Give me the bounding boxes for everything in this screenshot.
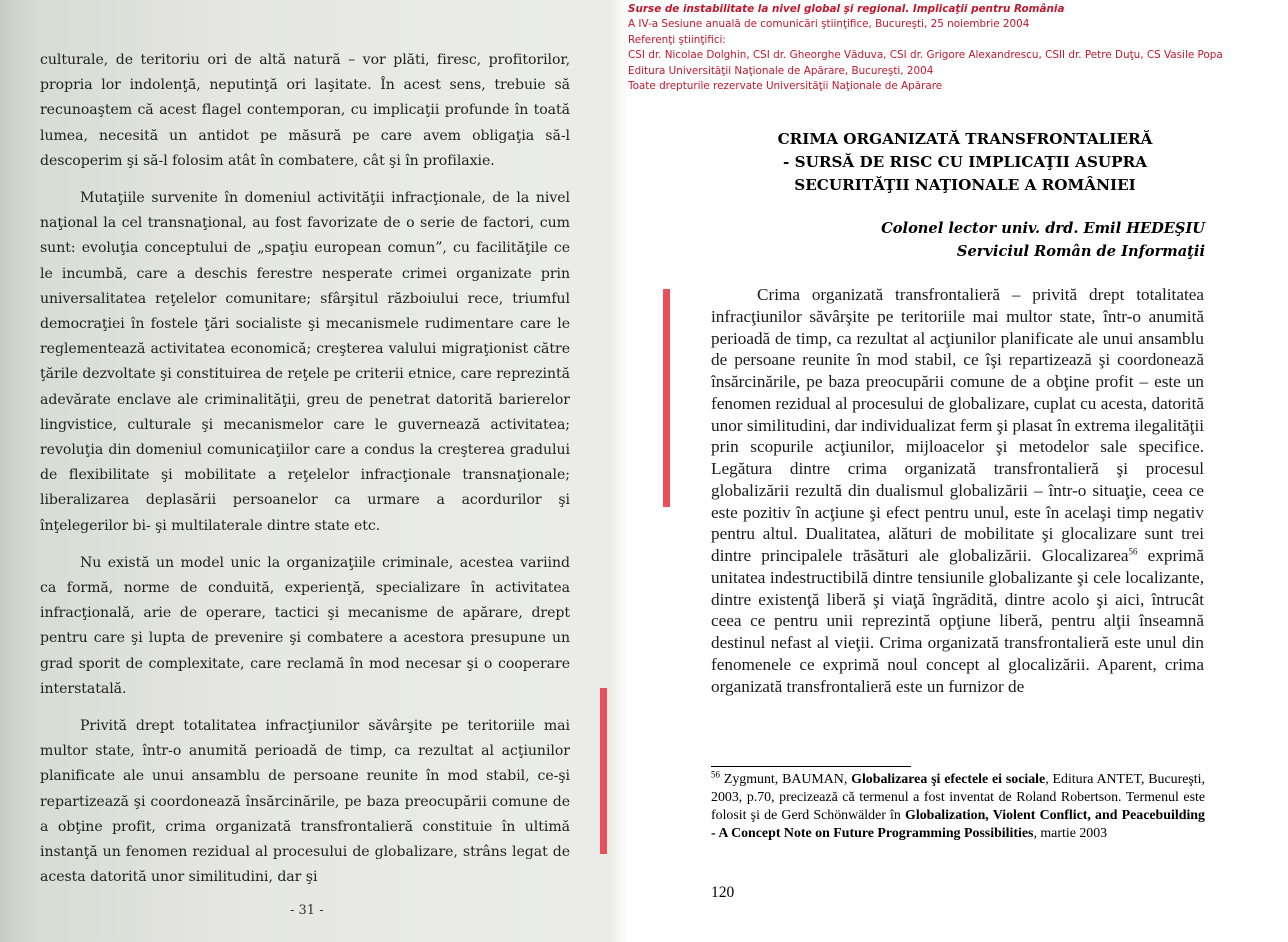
page-number: 120	[711, 884, 735, 901]
header-line: CSI dr. Nicolae Dolghin, CSI dr. Gheorghe Văduva, CSI dr. Grigore Alexandrescu, CSII dr. Petre Duţu, CS Vasile Popa	[628, 49, 1223, 62]
footnote-separator	[711, 766, 911, 767]
title-line: SECURITĂŢII NAŢIONALE A ROMÂNIEI	[794, 176, 1136, 194]
footnote-number: 56	[711, 769, 720, 780]
highlight-marker-left	[600, 688, 607, 854]
body-text-part: exprimă unitatea indestructibilă dintre tensiunile globalizante şi cele localizante, dintre existenţă liberă şi viaţă îngrădită, dintre acolo şi aici, întrucât ceea ce pentru unii reprezintă opţiune liberă, pentru alţii înseamnă destinul nefast al vieţii. Crima organizată transfrontalieră este unul din fenomenele ce exprimă noul concept al glocalizării. Aparent, crima organizată transfrontalieră este un furnizor de	[711, 546, 1204, 696]
footnote-paper-title: Globalization, Violent Conflict, and Peacebuilding - A Concept Note on Future Programming Possibilities	[711, 808, 1205, 841]
publication-header	[628, 2, 1283, 94]
footnote-text: , martie 2003	[1033, 826, 1108, 841]
header-line: Referenţi ştiinţifici:	[628, 33, 726, 46]
article-title	[700, 128, 1230, 197]
header-line: Toate drepturile rezervate Universităţii Naţionale de Apărare	[628, 80, 943, 93]
scanned-page-number: - 31 -	[290, 903, 324, 918]
footnote-text: , Editura ANTET, Bucureşti, 2003, p.70, precizează că termenul a fost inventat de Roland Robertson. Termenul este folosit şi de Gerd Schönwälder în	[711, 772, 1205, 823]
highlight-marker-right	[663, 289, 670, 507]
scanned-paragraph: Nu există un model unic la organizaţiile criminale, acestea variind ca formă, norme de conduită, experienţă, specializare în activitatea infracţională, arie de operare, tactici şi mecanisme de apărare, drept pentru care şi lupta de prevenire şi combatere a acestora presupune un grad sporit de complexitate, care reclamă în mod necesar şi o cooperare interstatală.	[40, 554, 570, 697]
body-text-part: Crima organizată transfrontalieră – privită drept totalitatea infracţiunilor săvârşite pe teritoriile mai multor state, într-o anumită perioadă de timp, ca rezultat al acţiunilor planificate ale unui ansamblu de persoane reunite în mod stabil, ce îşi repartizează şi coordonează însărcinările, pe baza preocupării comune de a obţine profit – este un fenomen rezidual al procesului de globalizare, cuplat cu acesta, datorită unor similitudini, dar individualizat ferm şi plasat în extrema ilegalităţii prin scopurile acţiunilor, mijloacelor şi metodelor sale specifice. Legătura dintre crima organizată transfrontalieră şi procesul globalizării rezultă din dualismul globalizării – într-o situaţie, ceea ce este pozitiv în acţiune şi efect pentru unul, este în acelaşi timp negativ pentru altul. Dualitatea, alături de mobilitate şi glocalizare sunt trei dintre principalele trăsături ale globalizării. Glocalizarea	[711, 285, 1204, 565]
footnote-book-title: Globalizarea şi efectele ei sociale	[851, 772, 1046, 787]
author-name: Colonel lector univ. drd. Emil HEDEŞIU	[881, 220, 1205, 237]
scanned-page	[0, 0, 622, 942]
author-affiliation: Serviciul Român de Informaţii	[956, 243, 1205, 260]
scanned-paragraph: Privită drept totalitatea infracţiunilor săvârşite pe teritoriile mai multor state, într-o anumită perioadă de timp, ca rezultat al acţiunilor planificate ale unui ansamblu de persoane reunite în mod stabil, ce-şi repartizează şi coordonează însărcinările, pe baza preocupării comune de a obţine profit, crima organizată transfrontalieră constituie în ultimă instanţă un fenomen rezidual al procesului de globalizare, strâns legat de acesta datorită unor similitudini, dar şi	[40, 718, 570, 886]
footnote-text: Zygmunt, BAUMAN,	[720, 772, 852, 787]
scanned-paragraph: culturale, de teritoriu ori de altă natură – vor plăti, firesc, profitorilor, propria lor indolenţă, neputinţă ori laşitate. În acest sens, trebuie să recunoaştem că acest flagel contemporan, cu implicaţii profunde în toată lumea, necesită un antidot pe măsură pe care avem obligaţia să-l descoperim şi să-l folosim atât în combatere, cât şi în profilaxie.	[40, 52, 570, 169]
scanned-paragraph: Mutaţiile survenite în domeniul activităţii infracţionale, de la nivel naţional la cel transnaţional, au fost favorizate de o serie de factori, cum sunt: evoluţia conceptului de „spaţiu european comun”, cu facilităţile ce le incumbă, care a deschis ferestre nesperate crimei organizate prin universalitatea reţelelor comunitare; sfârşitul războiului rece, triumful democraţiei în fostele ţări socialiste şi mecanismele rudimentare care le reglementează activitatea economică; creşterea valului migraţionist către ţările dezvoltate şi constituirea de reţele pe criterii etnice, care reprezintă adevărate enclave ale criminalităţii, greu de penetrat datorită barierelor lingvistice, culturale şi mecanismelor care le guvernează activitatea; revoluţia din domeniul comunicaţiilor care a condus la creşterea gradului de flexibilitate şi mobilitate a reţelelor infracţionale transnaţionale; liberalizarea deplasării persoanelor ca urmare a acordurilor şi înţelegerilor bi- şi multilaterale dintre state etc.	[40, 190, 570, 534]
article-body	[711, 284, 1204, 697]
header-line: Surse de instabilitate la nivel global şi regional. Implicaţii pentru România	[628, 3, 1065, 15]
scanned-page-text	[40, 48, 570, 903]
footnote-reference: 56	[1128, 546, 1138, 557]
title-line: CRIMA ORGANIZATĂ TRANSFRONTALIERĂ	[777, 130, 1153, 148]
page-gutter	[608, 0, 628, 942]
title-line: - SURSĂ DE RISC CU IMPLICAŢII ASUPRA	[783, 153, 1147, 171]
header-line: Editura Universităţii Naţionale de Apărare, Bucureşti, 2004	[628, 64, 934, 77]
header-line: A IV-a Sesiune anuală de comunicări ştiinţifice, Bucureşti, 25 noiembrie 2004	[628, 18, 1030, 31]
footnote	[711, 771, 1205, 843]
author-block	[780, 217, 1205, 263]
